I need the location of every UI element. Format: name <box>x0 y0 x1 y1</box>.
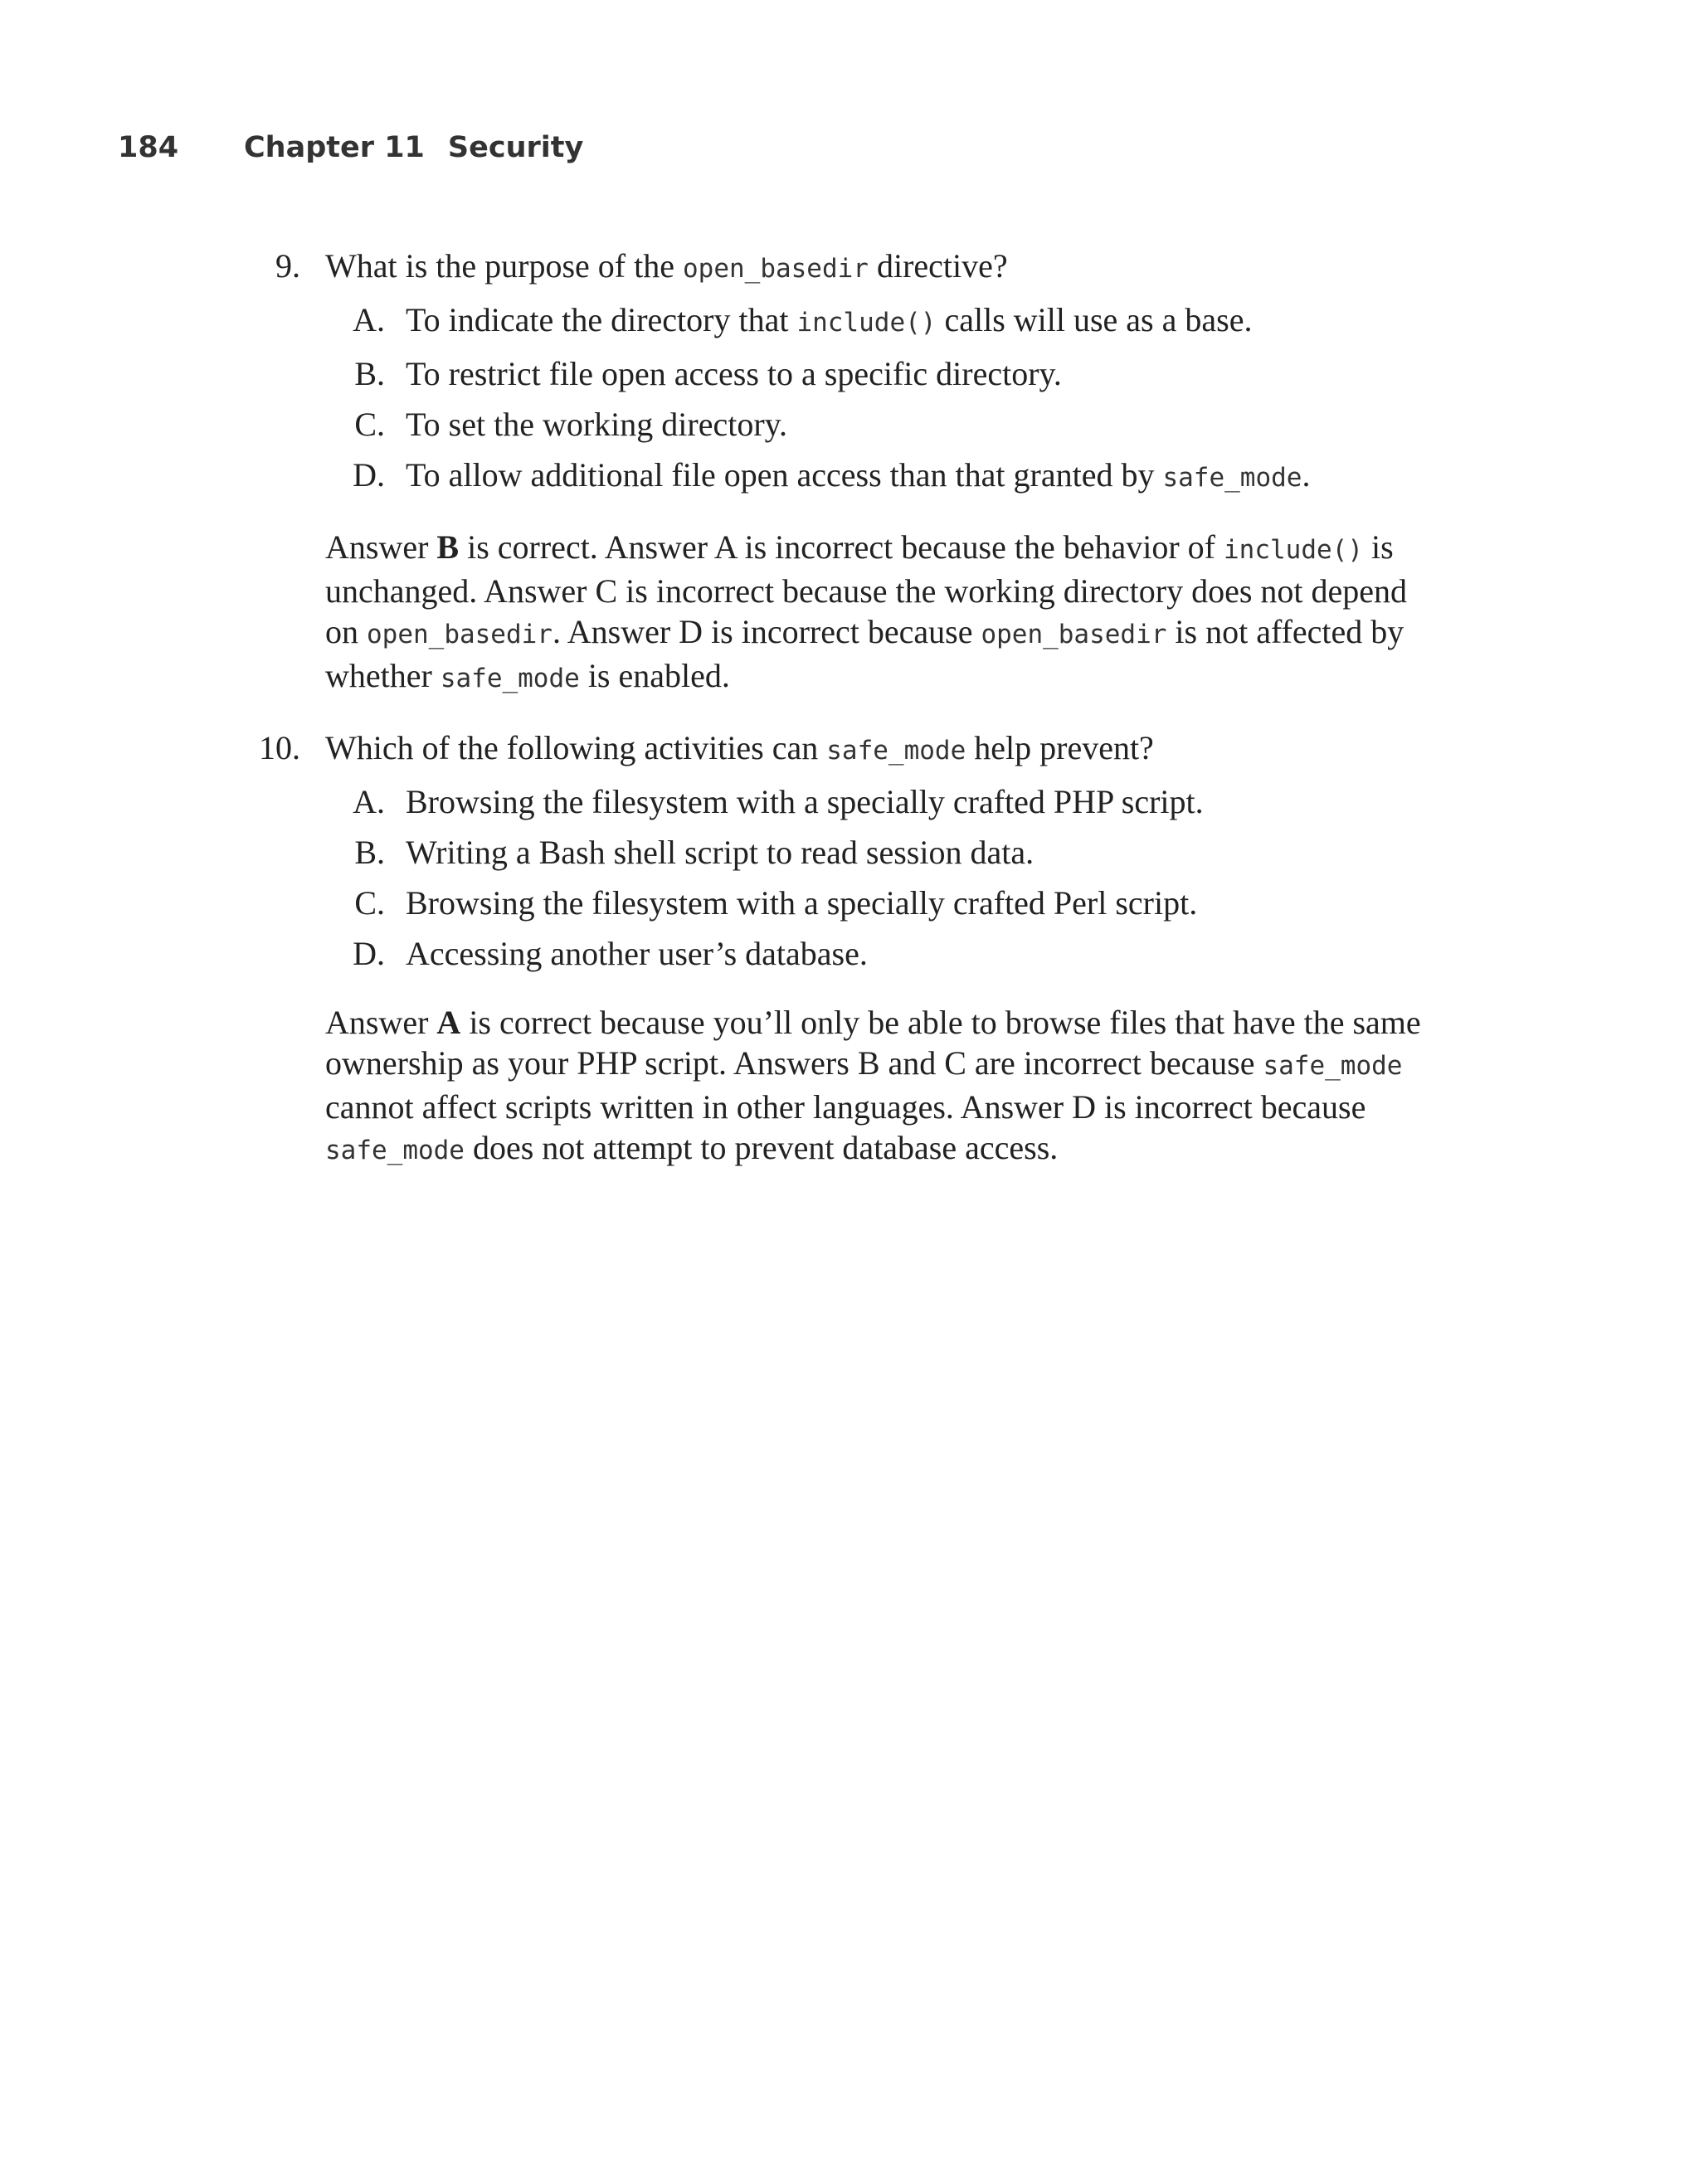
inline-code: safe_mode <box>440 664 580 693</box>
answer-text: is enabled. <box>579 657 730 694</box>
chapter-label: Chapter 11 <box>244 131 425 164</box>
option-letter: C. <box>354 406 385 443</box>
answer-explanation <box>325 1002 1429 1171</box>
option-text: calls will use as a base. <box>936 301 1253 338</box>
inline-code: include() <box>796 308 937 338</box>
running-head <box>118 131 583 164</box>
answer-text: Answer <box>325 1004 437 1041</box>
question-10 <box>259 727 1429 1171</box>
answer-text: is correct because you’ll only be able to browse files that have the same ownership as your PHP script. Answers B and C are incorrect because <box>325 1004 1421 1082</box>
question-prompt <box>275 246 1429 289</box>
answer-text: . Answer D is incorrect because <box>552 613 981 650</box>
answer-text: Answer <box>325 528 437 566</box>
inline-code: open_basedir <box>367 620 553 649</box>
options-list <box>325 781 1429 974</box>
prompt-text: What is the purpose of the <box>325 247 683 285</box>
option-text: Writing a Bash shell script to read session data. <box>406 834 1034 871</box>
option-b <box>325 353 1429 394</box>
page-body <box>259 246 1429 1171</box>
inline-code: open_basedir <box>683 254 869 284</box>
prompt-text: directive? <box>868 247 1008 285</box>
option-text: Accessing another user’s database. <box>406 935 868 972</box>
answer-text: is unchanged. Answer C is incorrect because the working directory does not depend on <box>325 528 1408 650</box>
question-number: 10. <box>259 729 300 766</box>
options-list <box>325 299 1429 499</box>
inline-code: safe_mode <box>325 1136 465 1165</box>
question-9 <box>275 246 1429 699</box>
option-letter: A. <box>353 783 385 820</box>
question-prompt <box>259 727 1429 771</box>
section-title: Security <box>447 131 584 164</box>
option-d <box>325 933 1429 974</box>
option-text: To restrict file open access to a specific directory. <box>406 355 1062 392</box>
inline-code: safe_mode <box>1263 1051 1403 1081</box>
answer-key: B <box>436 528 460 566</box>
option-c <box>325 883 1429 923</box>
inline-code: safe_mode <box>1162 463 1302 493</box>
answer-text: does not attempt to prevent database access. <box>464 1129 1059 1166</box>
option-c <box>325 404 1429 445</box>
option-letter: B. <box>354 355 385 392</box>
answer-explanation <box>325 527 1429 699</box>
option-letter: D. <box>353 935 385 972</box>
option-text: . <box>1302 456 1311 494</box>
option-text: Browsing the filesystem with a specially crafted Perl script. <box>406 884 1198 922</box>
inline-code: open_basedir <box>981 620 1167 649</box>
option-text: To allow additional file open access than that granted by <box>406 456 1163 494</box>
option-a <box>325 781 1429 822</box>
option-a <box>325 299 1429 343</box>
option-text: To set the working directory. <box>406 406 788 443</box>
answer-key: A <box>436 1004 461 1041</box>
answer-text: is not affected by whether <box>325 613 1404 694</box>
answer-text: cannot affect scripts written in other languages. Answer D is incorrect because <box>325 1088 1366 1126</box>
prompt-text: help prevent? <box>966 729 1154 766</box>
question-number: 9. <box>275 247 300 285</box>
option-letter: C. <box>354 884 385 922</box>
page-number: 184 <box>118 131 179 164</box>
option-letter: B. <box>354 834 385 871</box>
inline-code: safe_mode <box>826 736 966 766</box>
inline-code: include() <box>1224 535 1363 565</box>
option-letter: D. <box>353 456 385 494</box>
option-d <box>325 455 1429 499</box>
option-b <box>325 832 1429 873</box>
option-text: Browsing the filesystem with a specially crafted PHP script. <box>406 783 1204 820</box>
answer-text: is correct. Answer A is incorrect because the behavior of <box>459 528 1224 566</box>
option-text: To indicate the directory that <box>406 301 797 338</box>
option-letter: A. <box>353 301 385 338</box>
prompt-text: Which of the following activities can <box>325 729 827 766</box>
